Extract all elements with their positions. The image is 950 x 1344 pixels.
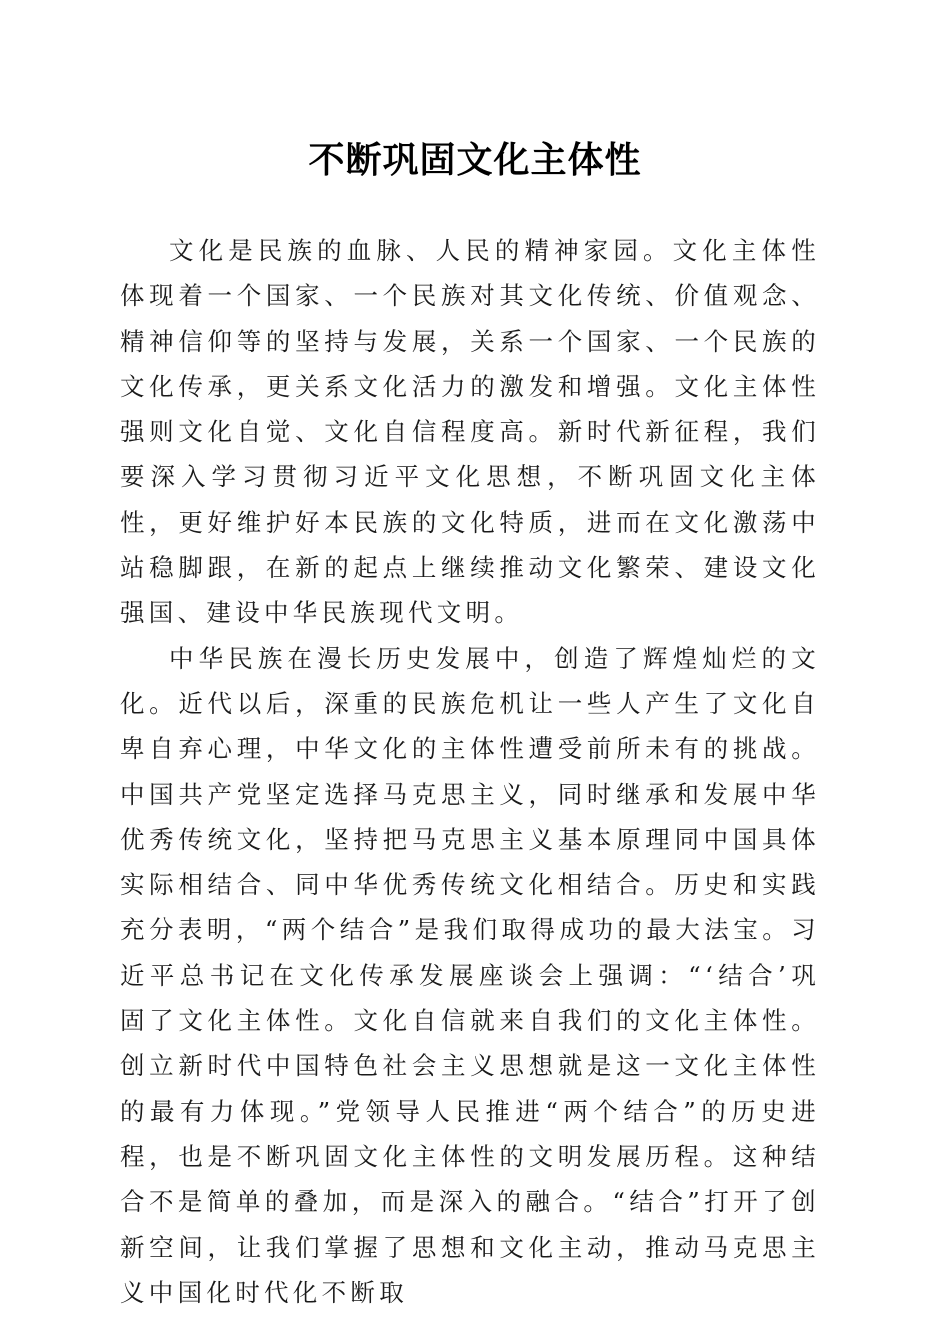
paragraph-2: 中华民族在漫长历史发展中，创造了辉煌灿烂的文化。近代以后，深重的民族危机让一些人产生了文化自卑自弃心理，中华文化的主体性遭受前所未有的挑战。中国共产党坚定选择马克思主义，同时继承和发展中华优秀传统文化，坚持把马克思主义基本原理同中国具体实际相结合、同中华优秀传统文化相结合。历史和实践充分表明，“两个结合”是我们取得成功的最大法宝。习近平总书记在文化传承发展座谈会上强调：“‘结合’巩固了文化主体性。文化自信就来自我们的文化主体性。创立新时代中国特色社会主义思想就是这一文化主体性的最有力体现。”党领导人民推进“两个结合”的历史进程，也是不断巩固文化主体性的文明发展历程。这种结合不是简单的叠加，而是深入的融合。“结合”打开了创新空间，让我们掌握了思想和文化主动，推动马克思主义中国化时代化不断取 xyxy=(120,643,820,1307)
paragraph-1: 文化是民族的血脉、人民的精神家园。文化主体性体现着一个国家、一个民族对其文化传统、价值观念、精神信仰等的坚持与发展，关系一个国家、一个民族的文化传承，更关系文化活力的激发和增强。文化主体性强则文化自觉、文化自信程度高。新时代新征程，我们要深入学习贯彻习近平文化思想，不断巩固文化主体性，更好维护好本民族的文化特质，进而在文化激荡中站稳脚跟，在新的起点上继续推动文化繁荣、建设文化强国、建设中华民族现代文明。 xyxy=(120,236,820,628)
document-body xyxy=(120,228,820,1315)
document-title: 不断巩固文化主体性 xyxy=(308,139,642,181)
